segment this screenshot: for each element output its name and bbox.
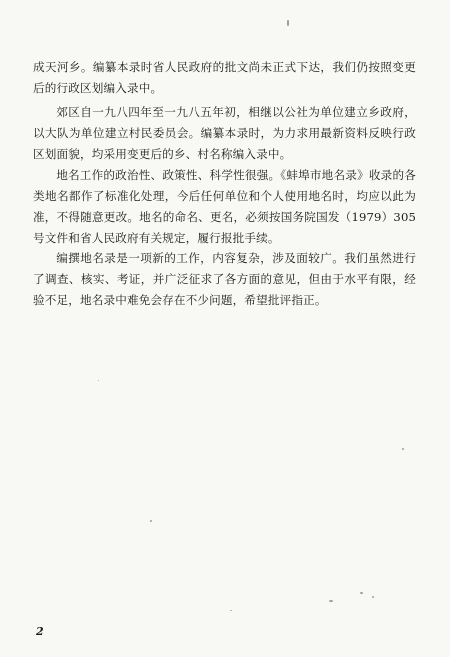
scan-speck: [287, 20, 289, 26]
paragraph-place-name-standardization: 地名工作的政治性、政策性、科学性很强。《蚌埠市地名录》收录的各类地名都作了标准化处理，今后任何单位和个人使用地名时，均应以此为准，不得随意更改。地名的命名、更名，必须按国务院国发（1979）305号文件和省人民政府有关规定，履行报批手续。: [33, 168, 416, 245]
paragraph-suburb-reorganization: 郊区自一九八四年至一九八五年初，相继以公社为单位建立乡政府，以大队为单位建立村民委员会。编纂本录时，为力求用最新资料反映行政区划面貌，均采用变更后的乡、村名称编入录中。: [33, 105, 416, 161]
paragraph-continuation: 成天河乡。编纂本录时省人民政府的批文尚未正式下达，我们仍按照变更后的行政区划编入录中。: [33, 60, 416, 95]
paragraph-closing-remarks: 编撰地名录是一项新的工作，内容复杂，涉及面较广。我们虽然进行了调查、核实、考证，并广泛征求了各方面的意见，但由于水平有限，经验不足，地名录中难免会存在不少问题，希望批评指正。: [33, 251, 416, 307]
scan-speck: [402, 448, 404, 450]
scan-speck: [98, 380, 99, 381]
scan-speck: [230, 610, 232, 611]
scan-speck: [329, 600, 333, 602]
scan-speck: [372, 596, 374, 598]
scan-speck: [360, 592, 363, 594]
page-number: 2: [36, 625, 44, 638]
scan-speck: [150, 520, 152, 522]
